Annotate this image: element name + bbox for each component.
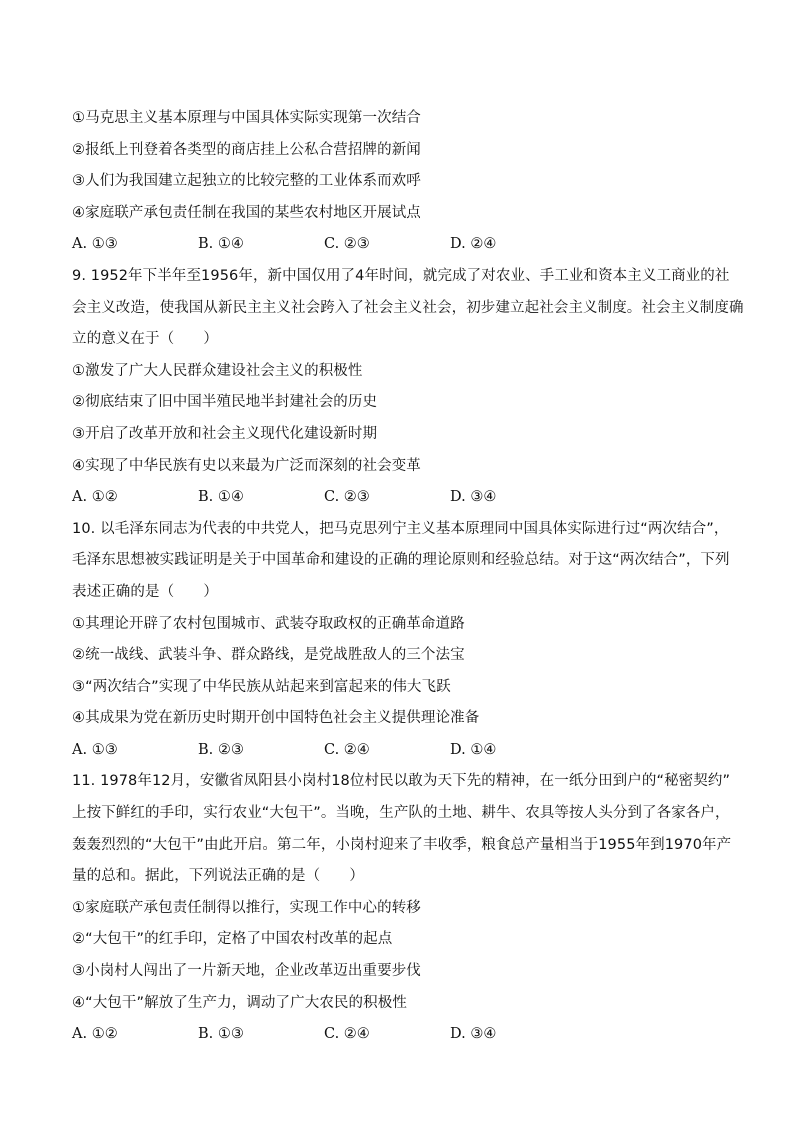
question-stem-line: 立的意义在于（ ） <box>72 331 218 348</box>
choice-d[interactable]: D. ①④ <box>450 741 497 758</box>
option-3: ③小岗村人闯出了一片新天地，企业改革迈出重要步伐 <box>72 963 421 980</box>
option-2: ②“大包干”的红手印，定格了中国农村改革的起点 <box>72 931 393 948</box>
option-4: ④实现了中华民族有史以来最为广泛而深刻的社会变革 <box>72 457 421 474</box>
choice-c[interactable]: C. ②④ <box>324 741 370 758</box>
choice-b[interactable]: B. ②③ <box>198 741 244 758</box>
option-1: ①其理论开辟了农村包围城市、武装夺取政权的正确革命道路 <box>72 615 465 632</box>
answer-choices <box>72 482 728 514</box>
option-3: ③开启了改革开放和社会主义现代化建设新时期 <box>72 425 378 442</box>
answer-choices <box>72 1019 728 1051</box>
choice-d[interactable]: D. ②④ <box>450 236 497 253</box>
question-stem-line: 轰轰烈烈的“大包干”由此开启。第二年，小岗村迎来了丰收季，粮食总产量相当于1955年到1970年产 <box>72 836 732 853</box>
option-3: ③“两次结合”实现了中华民族从站起来到富起来的伟大飞跃 <box>72 678 451 695</box>
question-8 <box>72 103 728 261</box>
option-1: ①家庭联产承包责任制得以推行，实现工作中心的转移 <box>72 899 421 916</box>
option-4: ④“大包干”解放了生产力，调动了广大农民的积极性 <box>72 994 407 1011</box>
option-2: ②报纸上刊登着各类型的商店挂上公私合营招牌的新闻 <box>72 141 421 158</box>
choice-c[interactable]: C. ②④ <box>324 1026 370 1043</box>
choice-b[interactable]: B. ①④ <box>198 489 244 506</box>
choice-a[interactable]: A. ①② <box>72 1026 118 1043</box>
question-stem-line: 表述正确的是（ ） <box>72 583 218 600</box>
answer-choices <box>72 735 728 767</box>
question-9 <box>72 261 744 514</box>
question-stem-line: 9. 1952年下半年至1956年，新中国仅用了4年时间，就完成了对农业、手工业和资本主义工商业的社 <box>72 267 730 284</box>
choice-b[interactable]: B. ①③ <box>198 1026 244 1043</box>
choice-a[interactable]: A. ①③ <box>72 741 118 758</box>
option-2: ②彻底结束了旧中国半殖民地半封建社会的历史 <box>72 394 378 411</box>
question-10 <box>72 514 728 767</box>
choice-c[interactable]: C. ②③ <box>324 236 370 253</box>
question-stem-line: 毛泽东思想被实践证明是关于中国革命和建设的正确的理论原则和经验总结。对于这“两次结合”，下列 <box>72 552 730 569</box>
question-stem-line: 会主义改造，使我国从新民主主义社会跨入了社会主义社会，初步建立起社会主义制度。社会主义制度确 <box>72 299 744 316</box>
question-stem-line: 11. 1978年12月，安徽省凤阳县小岗村18位村民以敢为天下先的精神，在一纸分田到户的“秘密契约” <box>72 773 731 790</box>
answer-choices <box>72 229 728 261</box>
document-page <box>72 103 744 1051</box>
option-3: ③人们为我国建立起独立的比较完整的工业体系而欢呼 <box>72 173 421 190</box>
option-2: ②统一战线、武装斗争、群众路线，是党战胜敌人的三个法宝 <box>72 647 465 664</box>
option-4: ④其成果为党在新历史时期开创中国特色社会主义提供理论准备 <box>72 710 480 727</box>
question-11 <box>72 766 732 1050</box>
question-stem-line: 10. 以毛泽东同志为代表的中共党人，把马克思列宁主义基本原理同中国具体实际进行过“两次结合”， <box>72 520 729 537</box>
choice-a[interactable]: A. ①② <box>72 489 118 506</box>
choice-d[interactable]: D. ③④ <box>450 1026 497 1043</box>
option-1: ①激发了广大人民群众建设社会主义的积极性 <box>72 362 363 379</box>
choice-c[interactable]: C. ②③ <box>324 489 370 506</box>
question-stem-line: 上按下鲜红的手印，实行农业“大包干”。当晚，生产队的土地、耕牛、农具等按人头分到了各家各户， <box>72 805 730 822</box>
choice-b[interactable]: B. ①④ <box>198 236 244 253</box>
choice-d[interactable]: D. ③④ <box>450 489 497 506</box>
question-stem-line: 量的总和。据此，下列说法正确的是（ ） <box>72 868 364 885</box>
option-4: ④家庭联产承包责任制在我国的某些农村地区开展试点 <box>72 204 421 221</box>
option-1: ①马克思主义基本原理与中国具体实际实现第一次结合 <box>72 110 421 126</box>
choice-a[interactable]: A. ①③ <box>72 236 118 253</box>
